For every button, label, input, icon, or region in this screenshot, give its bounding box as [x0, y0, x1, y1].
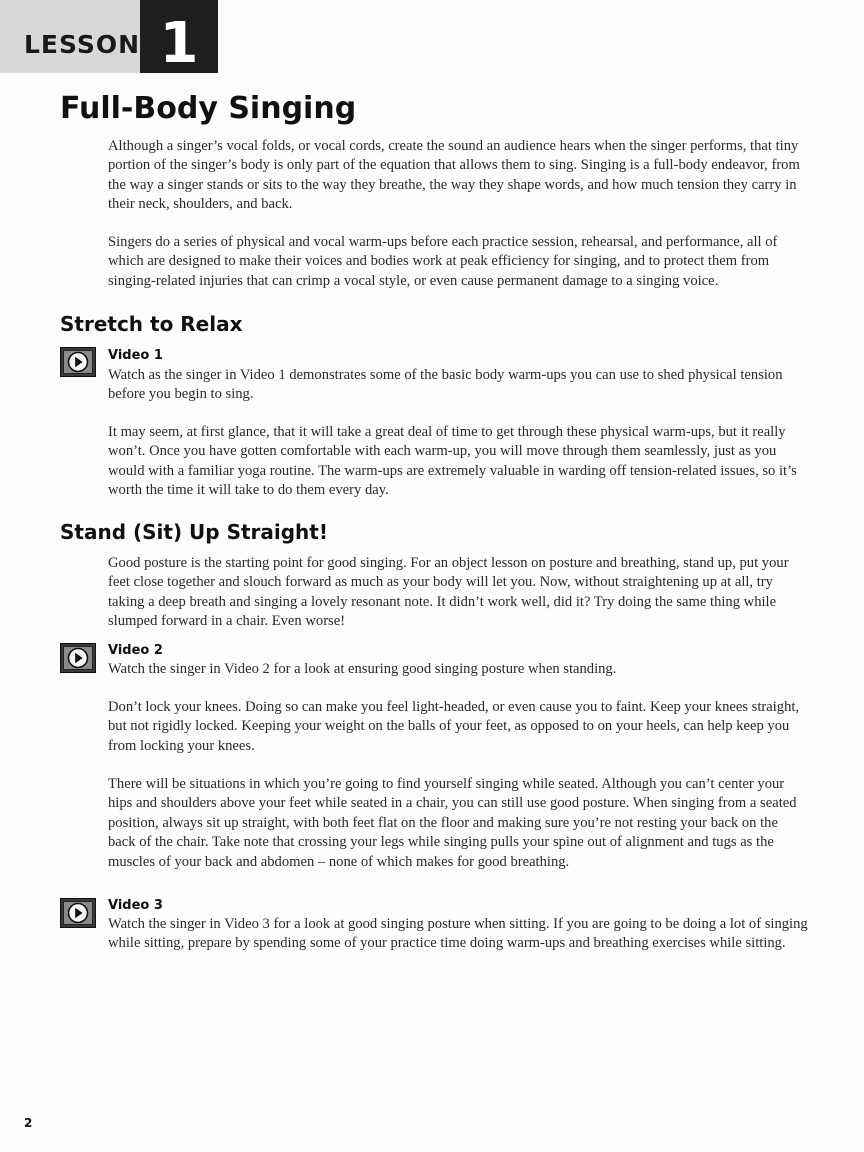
video-2-label[interactable]: Video 2	[108, 643, 163, 658]
video-play-icon[interactable]	[60, 643, 96, 673]
lesson-number-box	[140, 0, 218, 76]
video-play-icon[interactable]	[60, 898, 96, 928]
video-3-label[interactable]: Video 3	[108, 898, 163, 913]
lesson-number: 1	[159, 11, 199, 76]
intro-paragraph-1: Although a singer’s vocal folds, or vocal cords, create the sound an audience hears when the singer performs, that tiny portion of the singer’s body is only part of the equation that allows them to sing. Singing is a full-body endeavor, from the way a singer stands or sits to the way they breathe, the way they shape words, and how much tension they carry in their neck, shoulders, and back.	[108, 138, 800, 213]
video-1-label[interactable]: Video 1	[108, 348, 163, 363]
section-heading-posture: Stand (Sit) Up Straight!	[60, 520, 328, 544]
page-number: 2	[24, 1116, 33, 1130]
page-title: Full-Body Singing	[60, 91, 357, 126]
video2-paragraph-3: There will be situations in which you’re going to find yourself singing while seated. Although you can’t center your hips and shoulders above your feet while seated in a chair, you can still use good posture. When singing from a seated position, always sit up straight, with both feet flat on the floor and making sure you’re not resting your back on the back of the chair. Take note that crossing your legs while singing pulls your spine out of alignment and tugs as the muscles of your back and abdomen – none of which makes for good breathing.	[108, 776, 797, 870]
intro-paragraph-2: Singers do a series of physical and vocal warm-ups before each practice session, rehearsal, and performance, all of which are designed to make their voices and bodies work at peak efficiency for singing, and to protect them from singing-related injuries that can crimp a vocal style, or even cause permanent damage to a singing voice.	[108, 234, 778, 289]
section-heading-stretch: Stretch to Relax	[60, 312, 243, 336]
section2-intro-paragraph: Good posture is the starting point for good singing. For an object lesson on posture and breathing, stand up, put your feet close together and slouch forward as much as your body will let you. Now, without straightening up at all, try taking a deep breath and singing a lovely resonant note. It didn’t work well, did it? Try doing the same thing while slumped forward in a chair. Even worse!	[108, 555, 789, 630]
lesson-label: LESSON	[24, 30, 141, 59]
lesson-tab	[0, 0, 140, 73]
video3-paragraph: Watch the singer in Video 3 for a look at good singing posture when sitting. If you are going to be doing a lot of singing while sitting, prepare by spending some of your practice time doing warm-ups and breathing exercises while sitting.	[108, 916, 808, 952]
video-play-icon[interactable]	[60, 347, 96, 377]
section1-paragraph-2: It may seem, at first glance, that it will take a great deal of time to get through these physical warm-ups, but it really won’t. Once you have gotten comfortable with each warm-up, you will move through them seamlessly, just as you would with a familiar yoga routine. The warm-ups are extremely valuable in warding off tension-related issues, so it’s worth the time it will take to do them every day.	[108, 424, 797, 499]
section1-paragraph-1: Watch as the singer in Video 1 demonstrates some of the basic body warm-ups you can use to shed physical tension before you begin to sing.	[108, 367, 783, 403]
video2-paragraph-1: Watch the singer in Video 2 for a look at ensuring good singing posture when standing.	[108, 661, 617, 677]
video2-paragraph-2: Don’t lock your knees. Doing so can make you feel light-headed, or even cause you to faint. Keep your knees straight, but not rigidly locked. Keeping your weight on the balls of your feet, as opposed to on your heels, can help keep you from locking your knees.	[108, 699, 800, 754]
